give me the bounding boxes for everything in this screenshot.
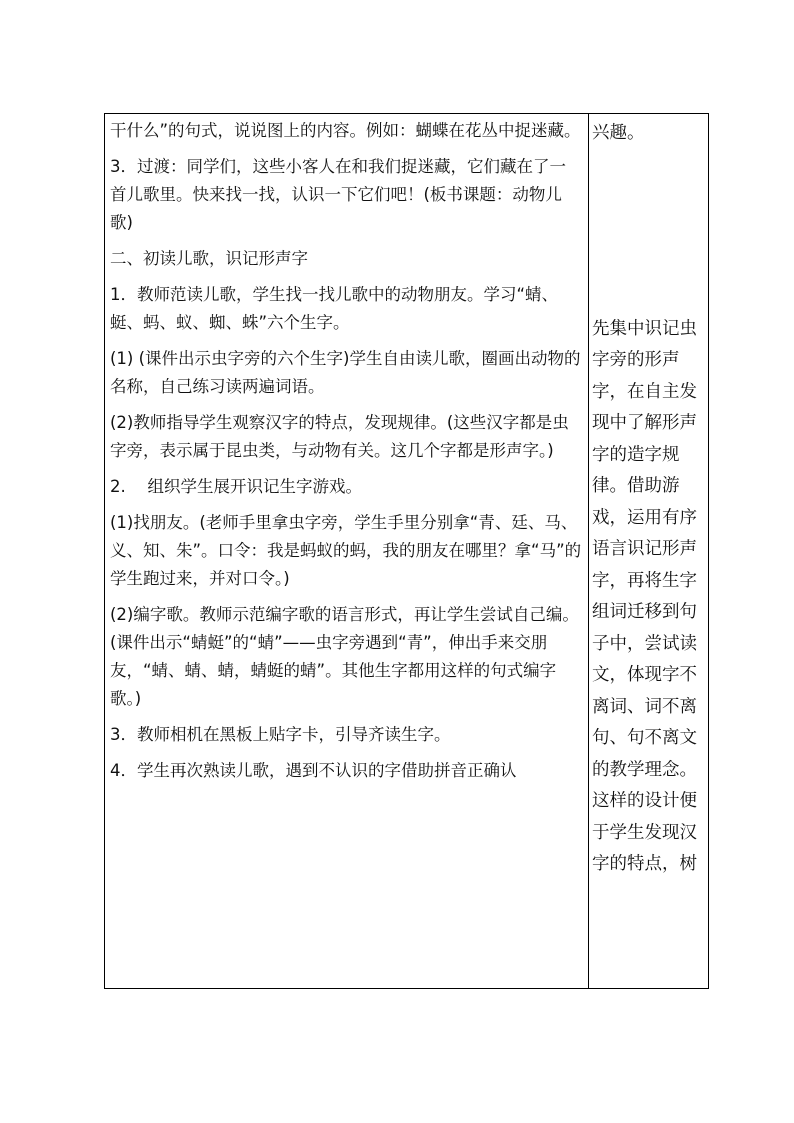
paragraph: (2)教师指导学生观察汉字的特点，发现规律。(这些汉字都是虫字旁，表示属于昆虫类，与动物有关。这几个字都是形声字。) <box>110 413 569 460</box>
paragraph: (1) (课件出示虫字旁的六个生字)学生自由读儿歌，圈画出动物的名称，自己练习读两遍词语。 <box>110 349 581 396</box>
design-intent-column <box>592 114 704 881</box>
paragraph: 1．教师范读儿歌，学生找一找儿歌中的动物朋友。学习“蜻、蜓、蚂、蚁、蜘、蛛”六个生字。 <box>110 285 559 332</box>
paragraph: 2. 组织学生展开识记生字游戏。 <box>110 477 362 496</box>
note-text: 兴趣。 <box>592 123 645 143</box>
lesson-plan-table <box>104 113 709 989</box>
note-text: 先集中识记虫字旁的形声字，在自主发现中了解形声字的造字规律。借助游戏，运用有序语言识记形声字，再将生字组词迁移到句子中，尝试读文，体现字不离词、词不离句、句不离文的教学理念。这样的设计便于学生发现汉字的特点，树 <box>592 318 697 874</box>
column-divider <box>588 114 589 988</box>
paragraph: 3．过渡：同学们，这些小客人在和我们捉迷藏，它们藏在了一首儿歌里。快来找一找，认识一下它们吧！(板书课题：动物儿歌) <box>110 157 566 232</box>
paragraph: (2)编字歌。教师示范编字歌的语言形式，再让学生尝试自己编。(课件出示“蜻蜓”的“蜻”——虫字旁遇到“青”，伸出手来交朋友，“蜻、蜻、蜻，蜻蜓的蜻”。其他生字都用这样的句式编字歌。) <box>110 605 579 708</box>
paragraph: 4．学生再次熟读儿歌，遇到不认识的字借助拼音正确认 <box>110 761 517 780</box>
section-heading: 二、初读儿歌，识记形声字 <box>110 249 308 268</box>
paragraph: 3．教师相机在黑板上贴字卡，引导齐读生字。 <box>110 725 451 744</box>
teaching-process-column <box>110 114 582 790</box>
paragraph: (1)找朋友。(老师手里拿虫字旁，学生手里分别拿“青、廷、马、义、知、朱”。口令：我是蚂蚁的蚂，我的朋友在哪里？拿“马”的学生跑过来，并对口令。) <box>110 513 582 588</box>
paragraph: 干什么”的句式，说说图上的内容。例如：蝴蝶在花丛中捉迷藏。 <box>110 121 581 140</box>
